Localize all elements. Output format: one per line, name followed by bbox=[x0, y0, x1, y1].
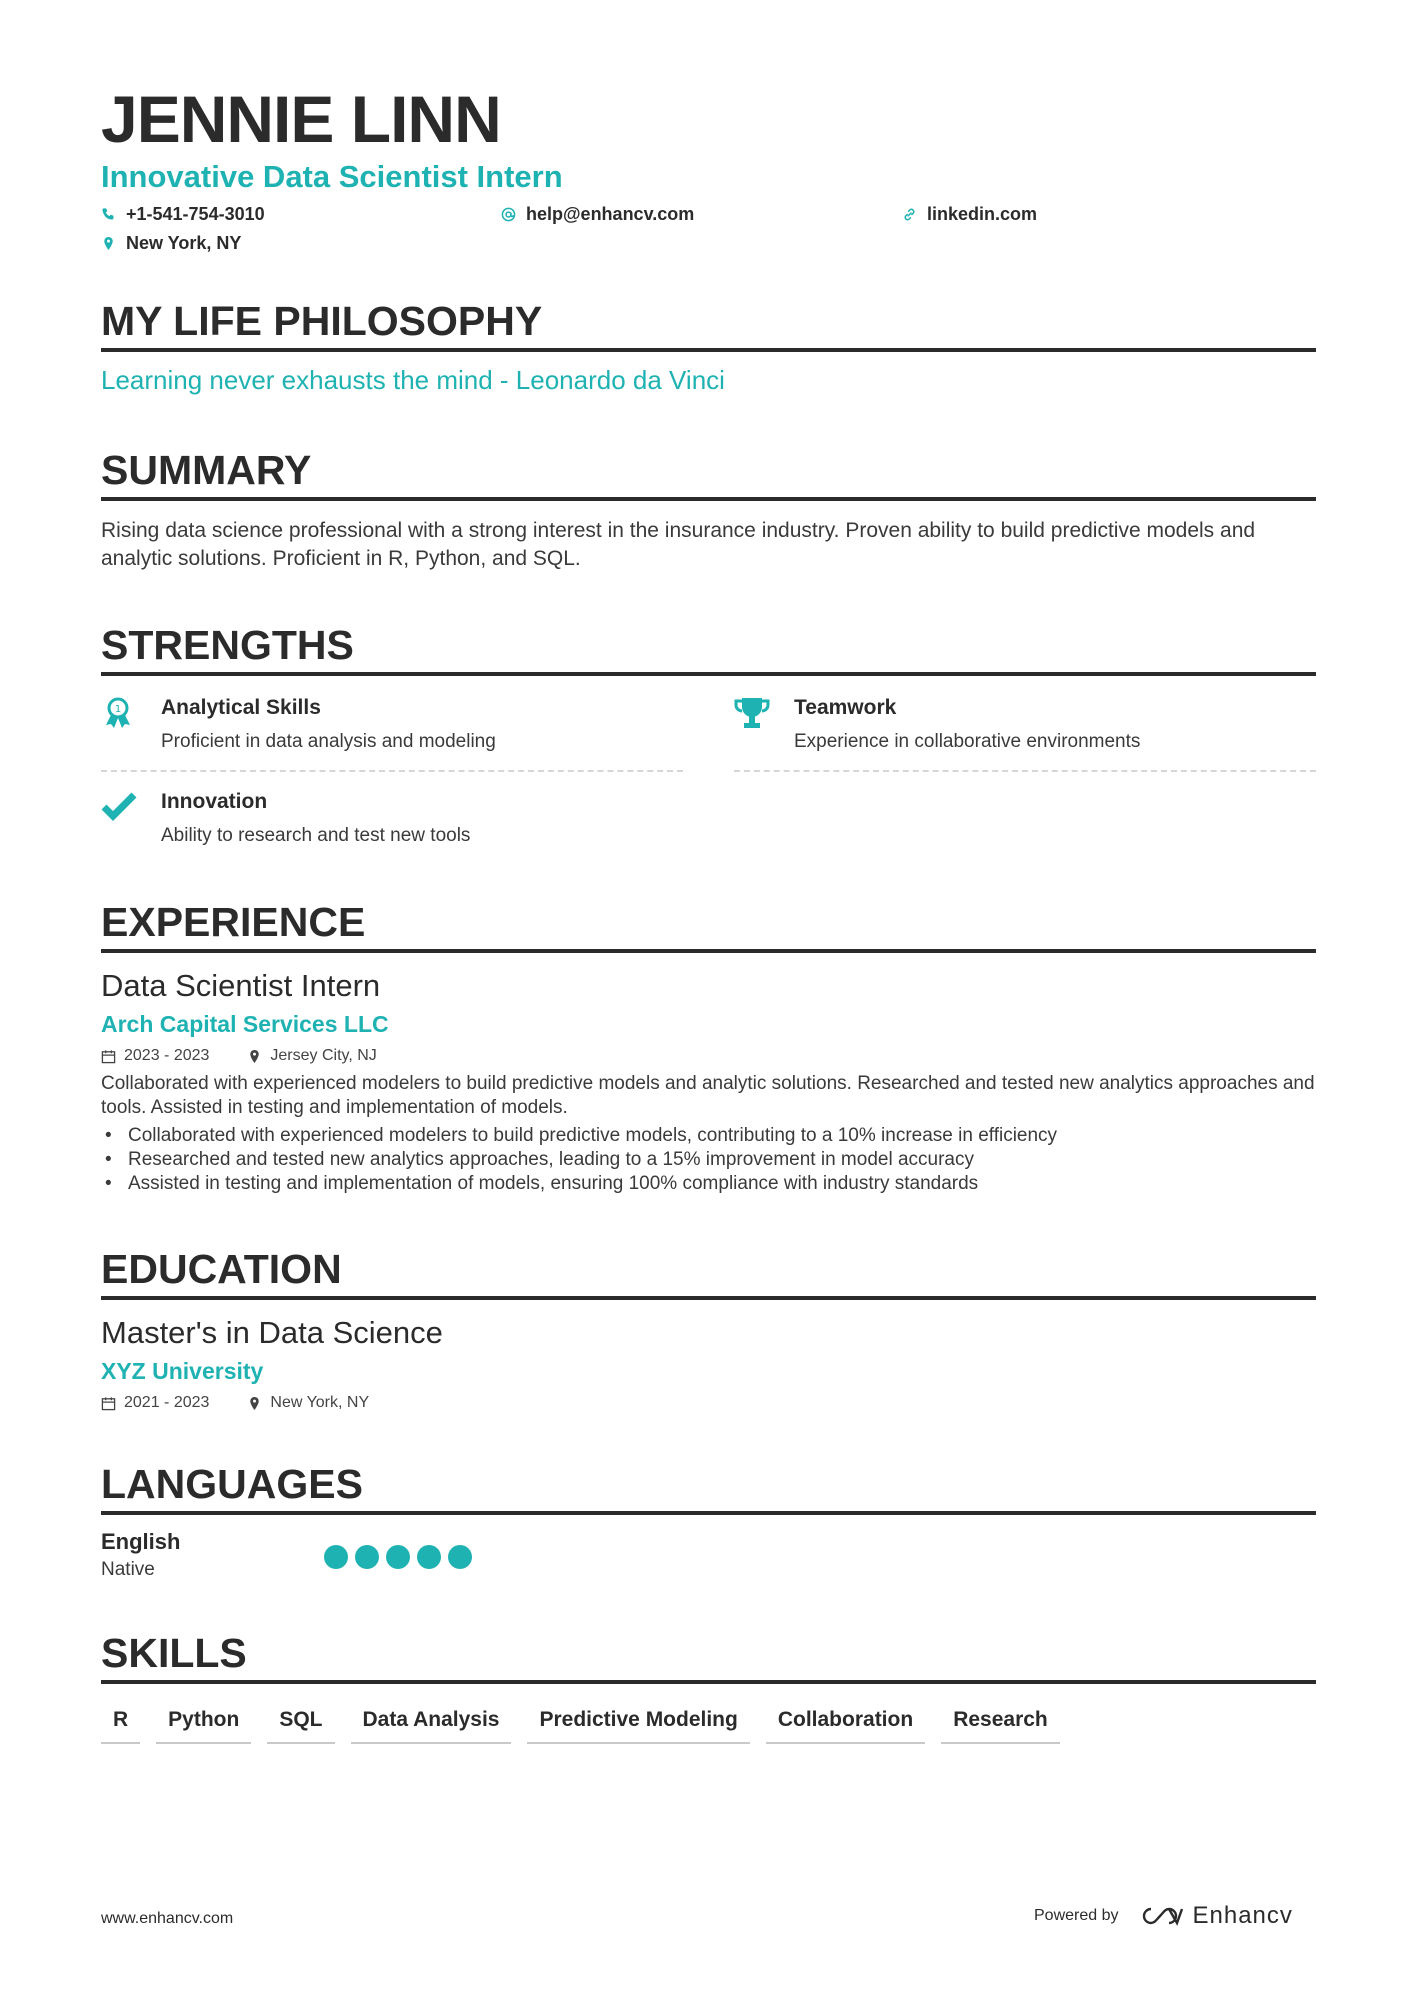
experience-heading: EXPERIENCE bbox=[101, 899, 1316, 953]
skill-tag: R bbox=[101, 1706, 140, 1744]
calendar-icon bbox=[101, 1049, 116, 1064]
experience-company: Arch Capital Services LLC bbox=[101, 1011, 389, 1037]
language-name: English bbox=[101, 1529, 181, 1554]
experience-dates: 2023 - 2023 bbox=[124, 1047, 210, 1064]
location-pin-icon bbox=[247, 1396, 262, 1411]
award-icon bbox=[101, 696, 141, 736]
skill-tag: Collaboration bbox=[766, 1706, 925, 1744]
list-item: • Collaborated with experienced modelers to build predictive models, contributing to a 10% increase in efficiency bbox=[101, 1124, 1316, 1148]
strength-divider bbox=[101, 770, 683, 772]
location-contact bbox=[101, 231, 241, 255]
candidate-name: JENNIE LINN bbox=[101, 82, 501, 156]
rating-dot bbox=[386, 1545, 410, 1569]
strength-title: Teamwork bbox=[794, 696, 897, 719]
strength-divider bbox=[734, 770, 1316, 772]
candidate-title: Innovative Data Scientist Intern bbox=[101, 159, 563, 194]
strengths-heading: STRENGTHS bbox=[101, 622, 1316, 676]
experience-meta bbox=[101, 1046, 377, 1066]
checkmark-icon bbox=[101, 790, 141, 830]
skill-tag: Python bbox=[156, 1706, 251, 1744]
philosophy-heading: MY LIFE PHILOSOPHY bbox=[101, 298, 1316, 352]
footer-branding bbox=[1034, 1902, 1293, 1930]
email-text: help@enhancv.com bbox=[526, 204, 695, 224]
location-pin-icon bbox=[247, 1049, 262, 1064]
strength-title: Analytical Skills bbox=[161, 696, 321, 719]
brand-logo[interactable] bbox=[1137, 1902, 1293, 1930]
experience-role: Data Scientist Intern bbox=[101, 968, 381, 1003]
skill-tag: Research bbox=[941, 1706, 1060, 1744]
education-school: XYZ University bbox=[101, 1358, 264, 1384]
rating-dot bbox=[448, 1545, 472, 1569]
skill-tag: Data Analysis bbox=[351, 1706, 512, 1744]
skills-list bbox=[101, 1706, 1060, 1744]
education-location: New York, NY bbox=[270, 1394, 370, 1411]
trophy-icon bbox=[734, 696, 774, 736]
strength-desc: Ability to research and test new tools bbox=[161, 825, 471, 846]
strength-item bbox=[101, 694, 681, 774]
skills-heading: SKILLS bbox=[101, 1630, 1316, 1684]
language-level: Native bbox=[101, 1559, 155, 1580]
strength-item bbox=[734, 694, 1314, 774]
strength-desc: Proficient in data analysis and modeling bbox=[161, 731, 496, 752]
calendar-icon bbox=[101, 1396, 116, 1411]
link-icon bbox=[902, 207, 917, 222]
at-icon bbox=[501, 207, 516, 222]
skill-tag: SQL bbox=[267, 1706, 334, 1744]
philosophy-quote: Learning never exhausts the mind - Leonardo da Vinci bbox=[101, 365, 725, 395]
experience-location: Jersey City, NJ bbox=[270, 1047, 377, 1064]
rating-dot bbox=[417, 1545, 441, 1569]
powered-by-text: Powered by bbox=[1034, 1907, 1119, 1924]
education-degree: Master's in Data Science bbox=[101, 1315, 443, 1350]
skill-tag: Predictive Modeling bbox=[527, 1706, 749, 1744]
languages-heading: LANGUAGES bbox=[101, 1461, 1316, 1515]
rating-dot bbox=[355, 1545, 379, 1569]
footer-website[interactable]: www.enhancv.com bbox=[101, 1910, 234, 1927]
experience-description: Collaborated with experienced modelers to build predictive models and analytic solutions. Researched and tested new analytics approaches and tools. Assisted in testing and implementation of models. bbox=[101, 1073, 1315, 1118]
strength-desc: Experience in collaborative environments bbox=[794, 731, 1141, 752]
location-text: New York, NY bbox=[126, 233, 242, 253]
brand-name: Enhancv bbox=[1192, 1902, 1293, 1929]
experience-bullets bbox=[101, 1124, 1316, 1196]
education-heading: EDUCATION bbox=[101, 1246, 1316, 1300]
linkedin-text: linkedin.com bbox=[927, 204, 1038, 224]
location-pin-icon bbox=[101, 236, 116, 251]
list-item: • Assisted in testing and implementation of models, ensuring 100% compliance with industry standards bbox=[101, 1172, 1316, 1196]
strength-title: Innovation bbox=[161, 790, 268, 813]
linkedin-contact[interactable] bbox=[902, 202, 1037, 226]
enhancv-logo-icon bbox=[1137, 1904, 1183, 1928]
language-rating bbox=[324, 1545, 472, 1569]
list-item: • Researched and tested new analytics approaches, leading to a 15% improvement in model accuracy bbox=[101, 1148, 1316, 1172]
rating-dot bbox=[324, 1545, 348, 1569]
summary-heading: SUMMARY bbox=[101, 447, 1316, 501]
phone-text: +1-541-754-3010 bbox=[126, 204, 265, 224]
education-dates: 2021 - 2023 bbox=[124, 1394, 210, 1411]
summary-text: Rising data science professional with a strong interest in the insurance industry. Proven ability to build predictive models and analytic solutions. Proficient in R, Python, and SQL. bbox=[101, 519, 1256, 570]
education-meta bbox=[101, 1393, 369, 1413]
strength-item bbox=[101, 788, 681, 868]
svg-text:1: 1 bbox=[114, 704, 122, 715]
phone-contact[interactable] bbox=[101, 202, 265, 226]
email-contact[interactable] bbox=[501, 202, 694, 226]
phone-icon bbox=[101, 207, 116, 222]
